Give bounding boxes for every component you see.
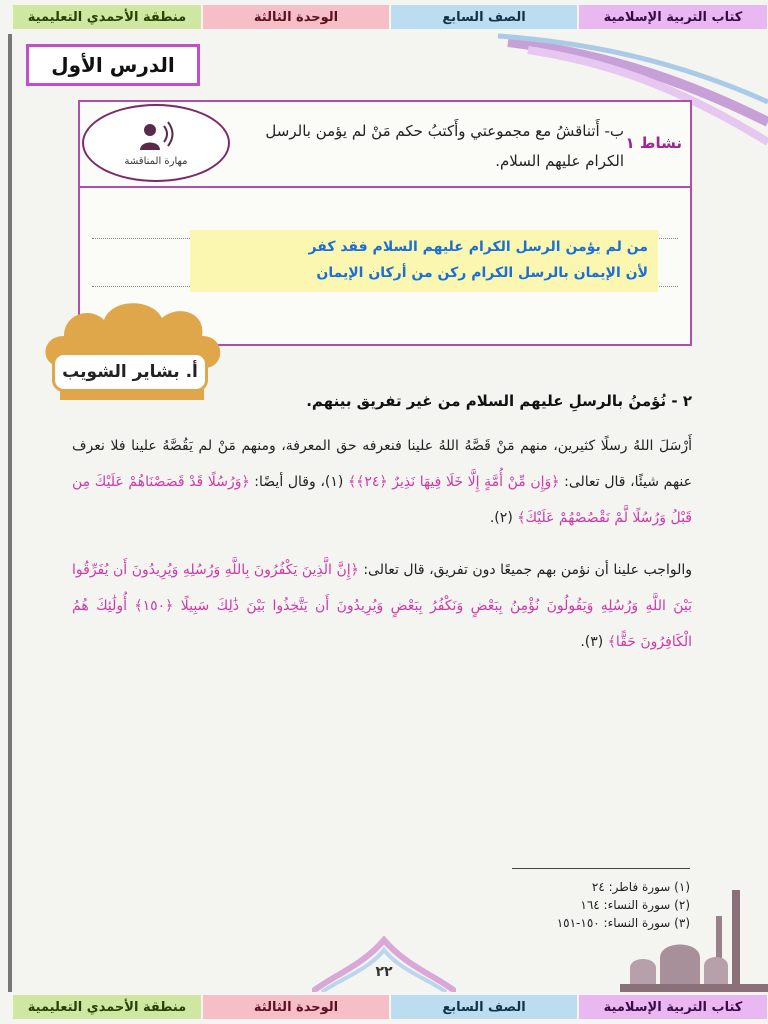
teacher-name: أ. بشاير الشويب: [52, 352, 208, 392]
paragraph-text: والواجب علينا أن نؤمن بهم جميعًا دون تفريق، قال تعالى:: [363, 562, 692, 578]
page-left-border: [8, 34, 12, 992]
skill-label: مهارة المناقشة: [124, 156, 188, 167]
footer-zone: منطقة الأحمدي التعليمية: [13, 995, 201, 1019]
footnote-rule: [512, 868, 690, 869]
header-unit: الوحدة الثالثة: [203, 5, 389, 29]
quran-verse: ﴿وَإِن مِّنْ أُمَّةٍ إِلَّا خَلَا فِيهَا نَذِيرٌ ﴿٢٤﴾﴾: [347, 474, 560, 490]
paragraph-text: أَرْسَلَ اللهُ رسلًا كثيرين، منهم مَنْ قَصَّهُ اللهُ علينا فنعرفه حق المعرفة، ومنهم مَنْ لم يَقُصَّهُ علينا فلا نعرف عنهم شيئًا، قال تعالى:: [72, 438, 693, 490]
page-number: ٢٢: [375, 964, 393, 980]
paragraph-1: [72, 428, 692, 536]
footnote: (١) سورة فاطر: ٢٤: [591, 880, 690, 894]
header-book: كتاب التربية الإسلامية: [579, 5, 767, 29]
answer-line-2: لأن الإيمان بالرسل الكرام ركن من أركان الإيمان: [316, 265, 648, 281]
mosque-silhouette: [620, 880, 768, 992]
quran-verse: ﴿وَرُسُلًا قَدْ قَصَصْنَاهُمْ عَلَيْكَ مِن قَبْلُ وَرُسُلًا لَّمْ نَقْصُصْهُمْ عَلَيْكَ﴾: [72, 474, 692, 526]
lesson-title: الدرس الأول: [26, 44, 200, 86]
paragraph-2: [72, 552, 692, 660]
paragraph-text: (١)، وقال أيضًا:: [254, 474, 344, 490]
footnote-ref: (٢).: [489, 510, 513, 526]
header-zone: منطقة الأحمدي التعليمية: [13, 5, 201, 29]
speaker-person-icon: [136, 120, 180, 154]
activity-divider: [80, 186, 690, 188]
activity-label: نشاط ١: [625, 134, 682, 152]
footer-grade: الصف السابع: [391, 995, 577, 1019]
footnote: (٢) سورة النساء: ١٦٤: [580, 898, 690, 912]
footer-unit: الوحدة الثالثة: [203, 995, 389, 1019]
activity-question: ب- أَتناقشُ مع مجموعتي وأَكتبُ حكم مَنْ لم يؤمن بالرسل الكرام عليهم السلام.: [265, 122, 624, 170]
top-header-bar: [0, 4, 768, 30]
header-grade: الصف السابع: [391, 5, 577, 29]
answer-line-1: من لم يؤمن الرسل الكرام عليهم السلام فقد كفر: [308, 239, 648, 255]
footnote-ref: (٣).: [580, 634, 604, 650]
bottom-footer-bar: [0, 994, 768, 1020]
skill-badge: [82, 104, 230, 182]
footer-book: كتاب التربية الإسلامية: [579, 995, 767, 1019]
answer-box: [190, 230, 658, 292]
footnote: (٣) سورة النساء: ١٥٠-١٥١: [556, 916, 690, 930]
section-heading: ٢ - نُؤمنُ بالرسلِ عليهم السلام من غير تفريق بينهم.: [306, 392, 692, 410]
quran-verse: ﴿إِنَّ الَّذِينَ يَكْفُرُونَ بِاللَّهِ وَرُسُلِهِ وَيُرِيدُونَ أَن يُفَرِّقُوا بَيْنَ اللَّهِ وَرُسُلِهِ وَيَقُولُونَ نُؤْمِنُ بِبَعْضٍ وَنَكْفُرُ بِبَعْضٍ وَيُرِيدُونَ أَن يَتَّخِذُوا بَيْنَ ذَٰلِكَ سَبِيلًا ﴿١٥٠﴾ أُولَٰئِكَ هُمُ الْكَافِرُونَ حَقًّا﴾: [72, 562, 692, 650]
